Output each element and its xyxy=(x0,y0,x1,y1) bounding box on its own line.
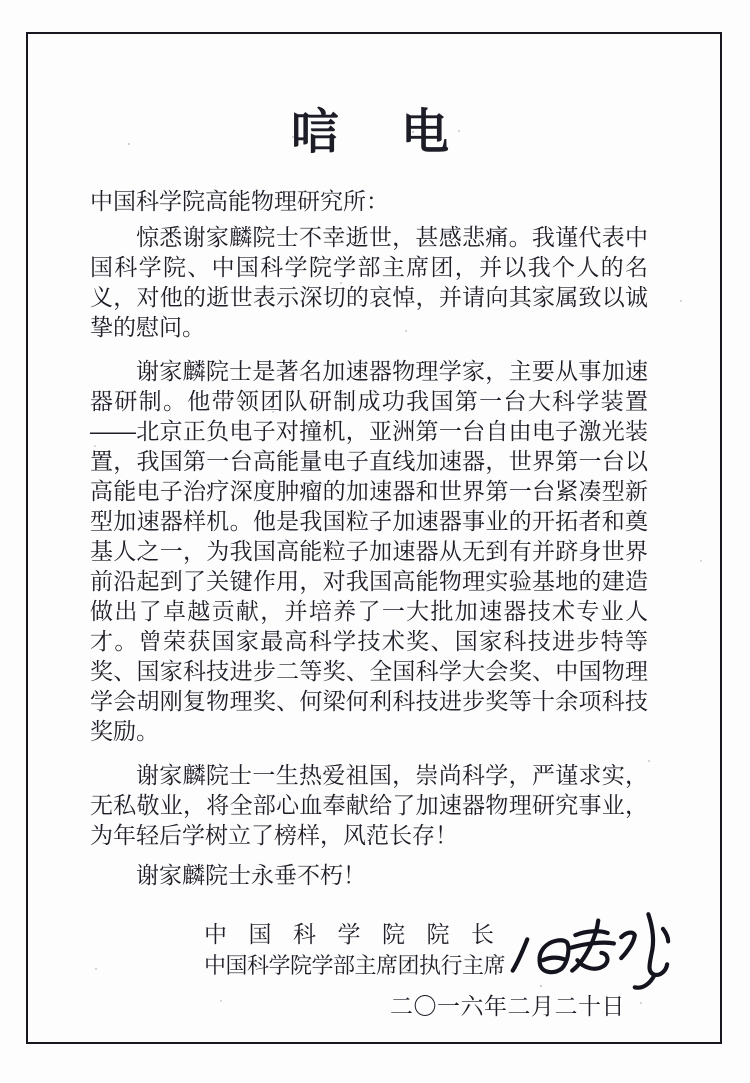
paragraph: 惊悉谢家麟院士不幸逝世，甚感悲痛。我谨代表中国科学院、中国科学院学部主席团，并以我个人的名义，对他的逝世表示深切的哀悼，并请向其家属致以诚挚的慰问。 xyxy=(90,224,648,340)
signature-ink-icon xyxy=(508,908,676,1004)
title-char: 电 xyxy=(401,106,450,159)
document-title xyxy=(90,106,650,160)
document-border-frame xyxy=(26,32,722,1044)
document-content xyxy=(28,106,720,1021)
body-paragraphs xyxy=(90,222,648,890)
signer-title-char: 国 xyxy=(248,921,272,947)
signer-title-char: 学 xyxy=(337,921,361,947)
signer-title-char: 科 xyxy=(293,921,316,947)
signer-org-line: 中国科学院学部主席团执行主席 xyxy=(204,953,506,978)
signer-title-char: 院 xyxy=(426,921,450,947)
paragraph: 谢家麟院士永垂不朽！ xyxy=(136,862,366,888)
signer-title-char: 中 xyxy=(204,921,227,947)
paragraph: 谢家麟院士一生热爱祖国，崇尚科学，严谨求实，无私敬业，将全部心血奉献给了加速器物理研究事业，为年轻后学树立了榜样，风范长存！ xyxy=(90,762,648,848)
signer-title-char: 长 xyxy=(471,921,494,947)
title-char: 唁 xyxy=(290,106,339,159)
date-line: 二〇一六年二月二十日 xyxy=(390,993,625,1019)
recipient-line: 中国科学院高能物理研究所： xyxy=(90,188,389,214)
signer-title-line xyxy=(204,918,494,950)
signature-handwriting xyxy=(508,908,676,1004)
signer-title-char: 院 xyxy=(382,921,405,947)
paragraph: 谢家麟院士是著名加速器物理学家，主要从事加速器研制。他带领团队研制成功我国第一台大科学装置——北京正负电子对撞机，亚洲第一台自由电子激光装置，我国第一台高能量电子直线加速器，世界第一台以高能电子治疗深度肿瘤的加速器和世界第一台紧凑型新型加速器样机。他是我国粒子加速器事业的开拓者和奠基人之一，为我国高能粒子加速器从无到有并跻身世界前沿起到了关键作用，对我国高能物理实验基地的建造做出了卓越贡献，并培养了一大批加速器技术专业人才。曾荣获国家最高科学技术奖、国家科技进步特等奖、国家科技进步二等奖、全国科学大会奖、中国物理学会胡刚复物理奖、何梁何利科技进步奖等十余项科技奖励。 xyxy=(90,358,648,744)
signature-block xyxy=(204,918,504,982)
scan-noise xyxy=(0,0,2,2)
